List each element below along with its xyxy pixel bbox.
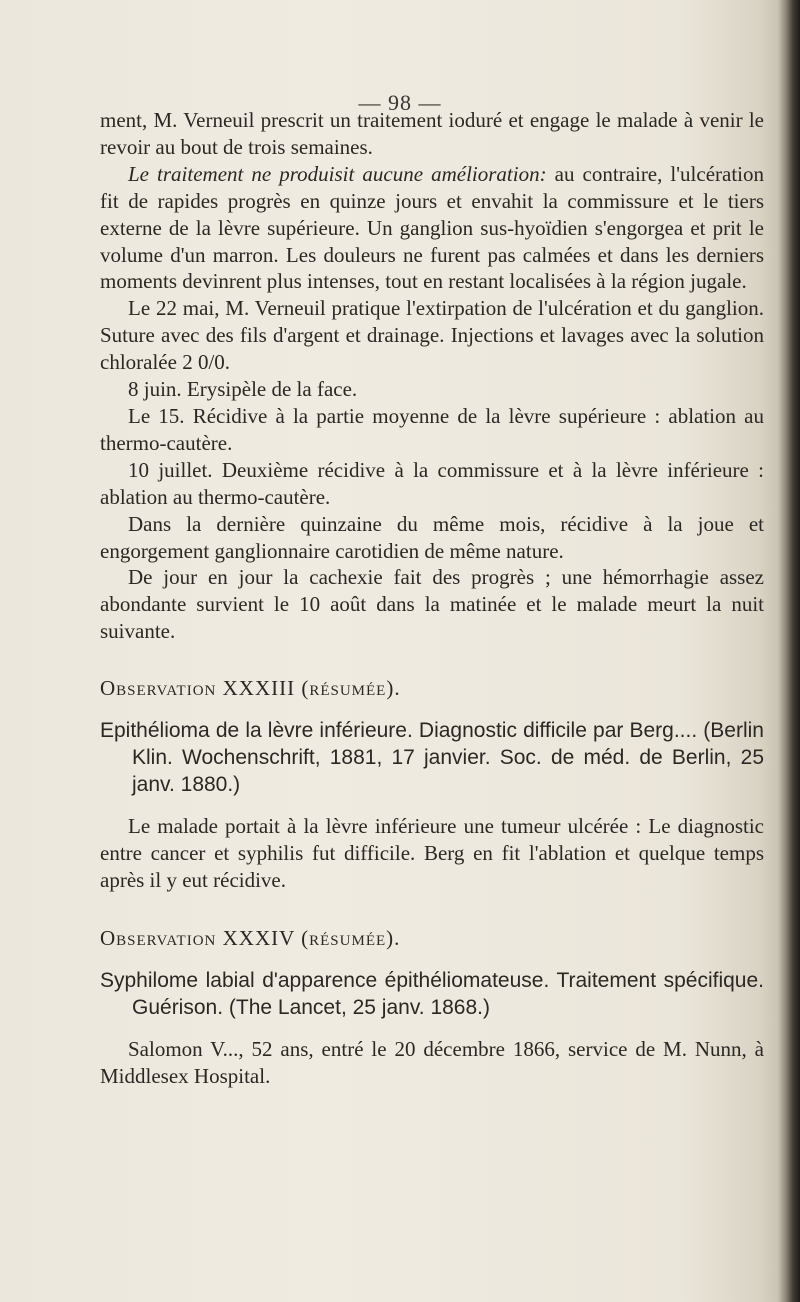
paragraph-erysipelas: 8 juin. Erysipèle de la face.: [128, 377, 358, 402]
observation-34-heading: Observation XXXIV (résumée).: [100, 926, 401, 951]
paragraph-treatment-result: [100, 161, 764, 296]
paragraph-continuation: ment, M. Verneuil prescrit un traitement ioduré et engage le malade à venir le revoir au bout de trois semaines.: [100, 108, 764, 159]
observation-34-text: Salomon V..., 52 ans, entré le 20 décembre 1866, service de M. Nunn, à Middlesex Hospital.: [100, 1037, 764, 1089]
observation-33-heading: Observation XXXIII (résumée).: [100, 676, 401, 701]
paragraph-recurrence-2: 10 juillet. Deuxième récidive à la commissure et à la lèvre inférieure : ablation au thermo-cautère.: [100, 457, 764, 509]
observation-33-text: Le malade portait à la lèvre inférieure une tumeur ulcérée : Le diagnostic entre cancer et syphilis fut difficile. Berg en fit l'ablation et quelque temps après il y eut récidive.: [100, 813, 764, 892]
observation-34-summary: Syphilome labial d'apparence épithéliomateuse. Traitement spécifique. Guérison. (The Lancet, 25 janv. 1868.): [100, 969, 764, 1020]
page-edge-shadow: [778, 0, 800, 1302]
italic-lead: Le traitement ne produisit aucune amélioration:: [128, 161, 547, 186]
page-body: [100, 107, 764, 1090]
paragraph-death: De jour en jour la cachexie fait des progrès ; une hémorrhagie assez abondante survient le 10 août dans la matinée et le malade meurt la nuit suivante.: [100, 565, 764, 644]
paragraph-surgery: Le 22 mai, M. Verneuil pratique l'extirpation de l'ulcération et du ganglion. Suture avec des fils d'argent et drainage. Injections et lavages avec la solution chloralée 2 0/0.: [100, 296, 764, 375]
paragraph-text: au contraire, l'ulcération fit de rapides progrès en quinze jours et envahit la commissure et le tiers externe de la lèvre supérieure. Un ganglion sus-hyoïdien s'engorgea et prit le volume d'un marron. Les douleurs ne furent pas calmées et dans les derniers moments devinrent plus intenses, tout en restant localisées à la région jugale.: [100, 161, 765, 294]
page-number: — 98 —: [358, 90, 442, 115]
observation-33-summary: Epithélioma de la lèvre inférieure. Diagnostic difficile par Berg.... (Berlin Klin. Wochenschrift, 1881, 17 janvier. Soc. de méd. de Berlin, 25 janv. 1880.): [100, 719, 764, 796]
paragraph-recurrence-1: Le 15. Récidive à la partie moyenne de la lèvre supérieure : ablation au thermo-cautère.: [100, 403, 764, 455]
paragraph-recurrence-3: Dans la dernière quinzaine du même mois, récidive à la joue et engorgement ganglionnaire carotidien de même nature.: [100, 511, 764, 563]
